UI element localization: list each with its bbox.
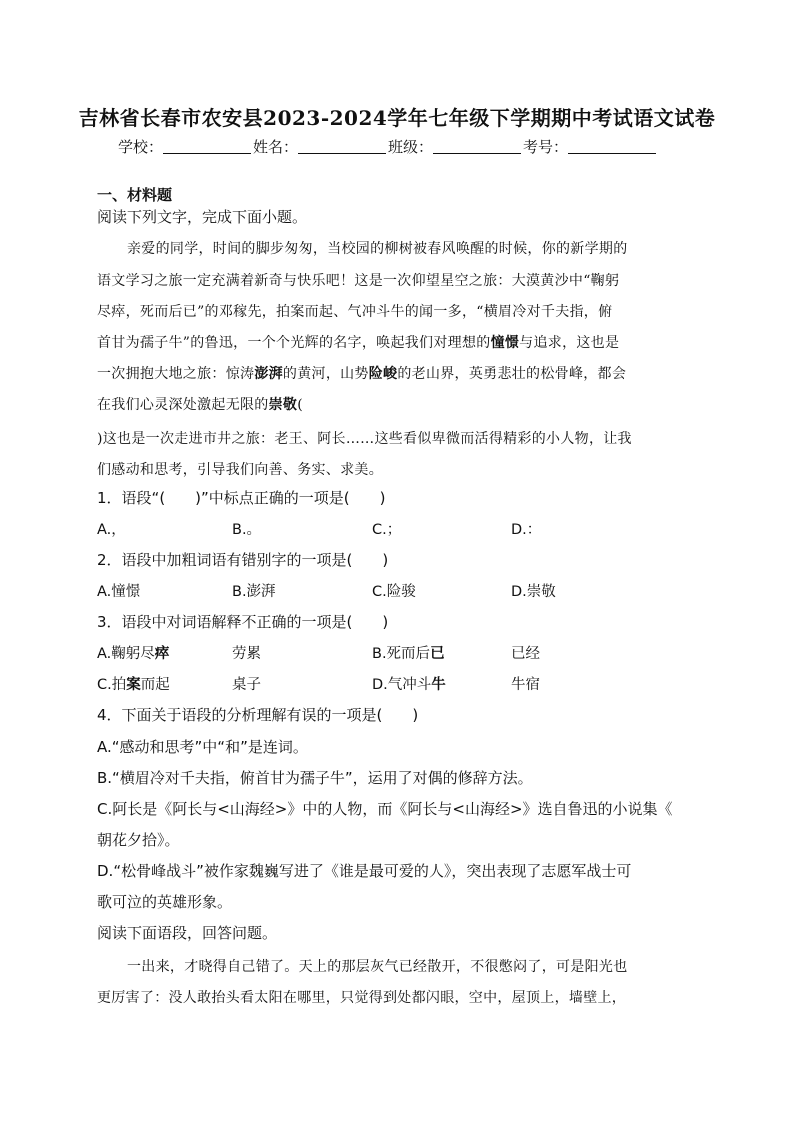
option-text: 而起 — [140, 677, 170, 693]
passage-text: 首甘为孺子牛”的鲁迅，一个个光辉的名字，唤起我们对理想的 — [97, 335, 491, 351]
passage-line: 们感动和思考，引导我们向善、务实、求美。 — [97, 462, 383, 478]
q3-option-c-explanation: 桌子 — [232, 677, 261, 693]
passage-line — [97, 363, 626, 383]
option-text: C.拍 — [97, 677, 127, 693]
passage-line: 语文学习之旅一定充满着新奇与快乐吧！这是一次仰望星空之旅：大漠黄沙中“鞠躬 — [97, 273, 620, 289]
bold-word: 险峻 — [368, 366, 398, 382]
passage-line: )这也是一次走进市井之旅：老王、阿长……这些看似卑微而活得精彩的小人物，让我 — [97, 431, 632, 447]
option-text: B.死而后 — [372, 646, 431, 662]
q4-option-b[interactable]: B.“横眉冷对千夫指，俯首甘为孺子牛”，运用了对偶的修辞方法。 — [97, 769, 533, 787]
passage-text: ( — [297, 397, 303, 413]
q3-option-d[interactable] — [372, 673, 446, 694]
option-text: D.气冲斗 — [372, 677, 432, 693]
q1-option-c[interactable]: C.； — [372, 522, 402, 538]
class-label: 班级： — [388, 138, 434, 156]
passage-line — [97, 332, 619, 352]
passage-text: 的黄河，山势 — [282, 366, 369, 382]
q3-option-b-explanation: 已经 — [511, 646, 540, 662]
bold-word: 崇敬 — [268, 397, 298, 413]
question-3-stem: 3．语段中对词语解释不正确的一项是( ) — [97, 613, 389, 631]
q2-option-d[interactable]: D.崇敬 — [511, 584, 556, 600]
q4-option-d[interactable]: D.“松骨峰战斗”被作家魏巍写进了《谁是最可爱的人》，突出表现了志愿军战士可 — [97, 862, 632, 880]
q4-option-c[interactable]: C.阿长是《阿长与<山海经>》中的人物，而《阿长与<山海经>》选自鲁迅的小说集《 — [97, 800, 673, 818]
section-heading: 一、材料题 — [97, 186, 173, 204]
q1-option-d[interactable]: D.： — [511, 522, 542, 538]
q3-option-a-explanation: 劳累 — [232, 646, 261, 662]
bold-char: 案 — [126, 677, 141, 693]
option-text: A.鞠躬尽 — [97, 646, 155, 662]
passage-text: 与追求，这也是 — [519, 335, 620, 351]
q3-option-a[interactable] — [97, 642, 169, 663]
class-blank[interactable] — [433, 139, 521, 154]
q3-option-c[interactable] — [97, 673, 170, 694]
q3-option-b[interactable] — [372, 642, 445, 663]
q1-option-b[interactable]: B.。 — [232, 522, 262, 538]
passage-2-line: 更厉害了：没人敢抬头看太阳在哪里，只觉得到处都闪眼，空中，屋顶上，墙壁上， — [97, 990, 627, 1006]
q4-option-c-cont: 朝花夕拾》。 — [97, 831, 180, 849]
question-4-stem: 4．下面关于语段的分析理解有误的一项是( ) — [97, 706, 419, 724]
bold-char: 已 — [430, 646, 445, 662]
instruction-text: 阅读下列文字，完成下面小题。 — [97, 208, 308, 226]
bold-char: 瘁 — [154, 646, 170, 662]
passage-text: 一次拥抱大地之旅：惊涛 — [97, 366, 255, 382]
school-label: 学校： — [118, 138, 164, 156]
name-label: 姓名： — [253, 138, 299, 156]
q2-option-a[interactable]: A.憧憬 — [97, 584, 141, 600]
q4-option-d-cont: 歌可泣的英雄形象。 — [97, 893, 233, 911]
passage-text: 的老山界，英勇悲壮的松骨峰，都会 — [397, 366, 627, 382]
passage-line — [97, 394, 303, 414]
bold-word: 澎湃 — [254, 366, 283, 382]
student-info-row — [118, 136, 658, 157]
exam-title: 吉林省长春市农安县2023-2024学年七年级下学期期中考试语文试卷 — [78, 106, 716, 130]
q3-option-d-explanation: 牛宿 — [511, 677, 540, 693]
instruction-text-2: 阅读下面语段，回答问题。 — [97, 924, 278, 942]
number-label: 考号： — [523, 138, 569, 156]
q1-option-a[interactable]: A.， — [97, 522, 126, 538]
bold-char: 牛 — [431, 677, 446, 693]
passage-2-line: 一出来，才晓得自己错了。天上的那层灰气已经散开，不很憋闷了，可是阳光也 — [127, 959, 628, 975]
question-1-stem: 1．语段“( )”中标点正确的一项是( ) — [97, 489, 386, 507]
passage-line: 亲爱的同学，时间的脚步匆匆，当校园的柳树被春风唤醒的时候，你的新学期的 — [127, 241, 628, 257]
passage-line: 尽瘁，死而后已”的邓稼先，拍案而起、气冲斗牛的闻一多，“横眉冷对千夫指，俯 — [97, 304, 613, 320]
passage-text: 在我们心灵深处激起无限的 — [97, 397, 269, 413]
name-blank[interactable] — [298, 139, 386, 154]
q2-option-c[interactable]: C.险骏 — [372, 584, 416, 600]
school-blank[interactable] — [163, 139, 251, 154]
question-2-stem: 2．语段中加粗词语有错别字的一项是( ) — [97, 551, 389, 569]
number-blank[interactable] — [568, 139, 656, 154]
bold-word: 憧憬 — [490, 335, 520, 351]
q4-option-a[interactable]: A.“感动和思考”中“和”是连词。 — [97, 738, 308, 756]
q2-option-b[interactable]: B.澎湃 — [232, 584, 276, 600]
